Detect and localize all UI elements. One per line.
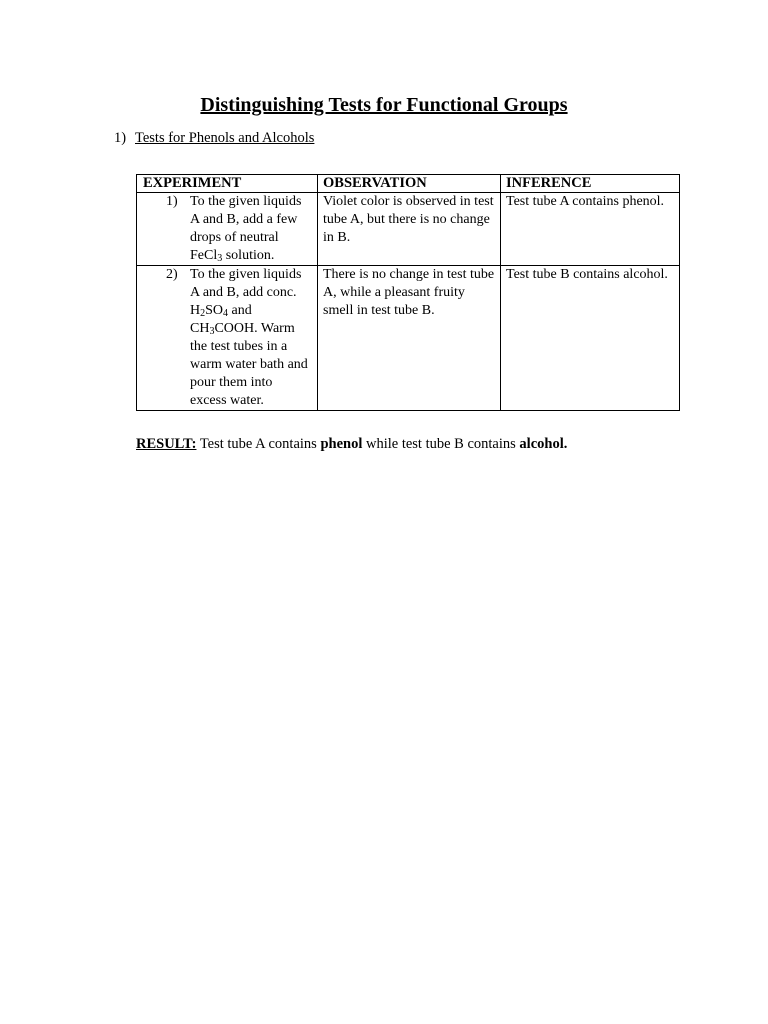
header-observation: OBSERVATION — [318, 175, 501, 193]
section-number: 1) — [114, 130, 127, 146]
section-label: Tests for Phenols and Alcohols — [135, 130, 315, 146]
header-experiment: EXPERIMENT — [137, 175, 318, 193]
table-header-row — [137, 175, 680, 193]
experiment-number: 2) — [166, 267, 178, 282]
inference-cell: Test tube B contains alcohol. — [501, 266, 680, 411]
experiment-text: To the given liquids A and B, add a few drops of neutral FeCl$_3$ solution. — [190, 194, 302, 264]
observation-cell: Violet color is observed in test tube A, but there is no change in B. — [318, 193, 501, 266]
table-row — [137, 266, 680, 411]
experiment-cell — [137, 266, 318, 411]
observation-cell: There is no change in test tube A, while a pleasant fruity smell in test tube B. — [318, 266, 501, 411]
header-inference: INFERENCE — [501, 175, 680, 193]
result-alcohol: alcohol. — [519, 436, 568, 452]
table-row — [137, 193, 680, 266]
tests-table — [136, 174, 680, 411]
section-heading — [114, 128, 314, 148]
experiment-number: 1) — [166, 194, 178, 209]
result-label: RESULT: — [136, 436, 197, 452]
result-statement: RESULT: Test tube A contains phenol while test tube B contains alcohol. — [136, 436, 568, 452]
experiment-cell — [137, 193, 318, 266]
document-title: Distinguishing Tests for Functional Groups — [200, 94, 568, 116]
result-phenol: phenol — [320, 436, 363, 452]
experiment-text: To the given liquids A and B, add conc. $H_2SO_4$ and $CH_3COOH$. Warm the test tubes in a warm water bath and pour them into excess water. — [190, 267, 308, 408]
inference-cell: Test tube A contains phenol. — [501, 193, 680, 266]
